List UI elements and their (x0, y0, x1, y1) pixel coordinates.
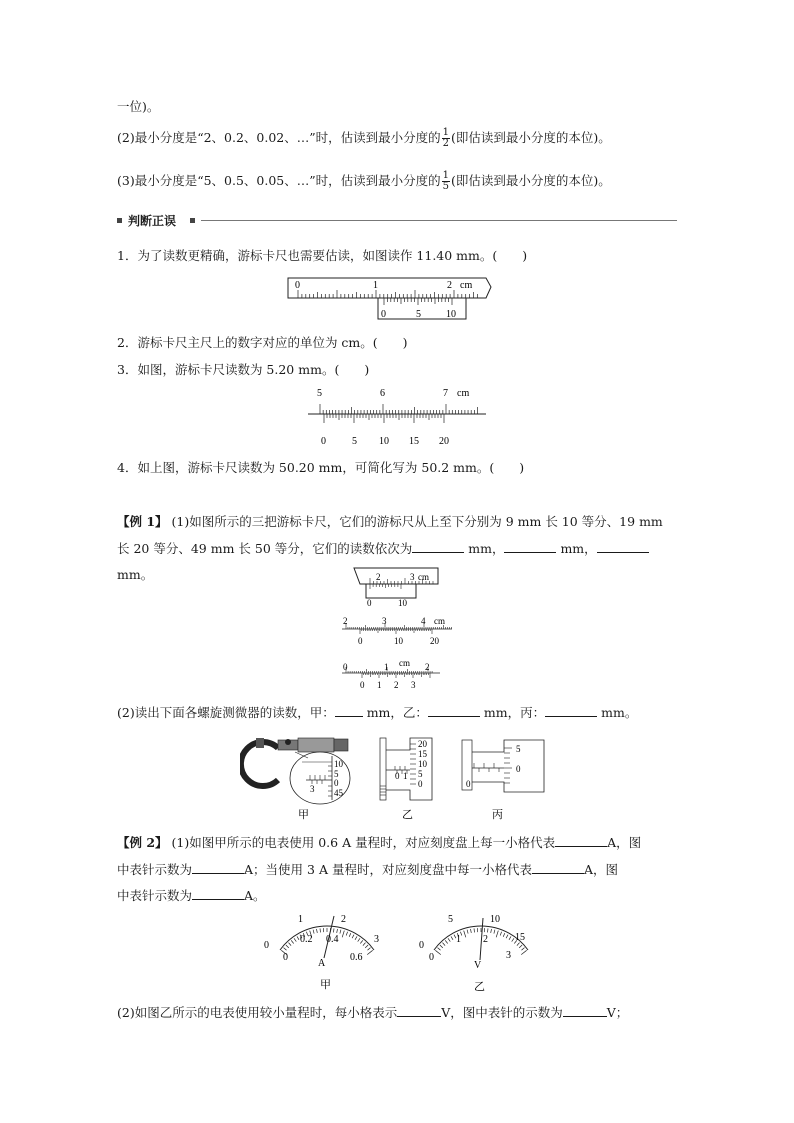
text-segment: (1)如图甲所示的电表使用 0.6 A 量程时，对应刻度盘上每一小格代表 (171, 835, 556, 850)
tick-label: 2 (394, 680, 399, 690)
vernier-caliper-figure-1 (286, 276, 496, 324)
scale-tick (496, 931, 498, 938)
section-header (117, 212, 677, 230)
answer-blank[interactable] (555, 835, 607, 847)
dial-label: 0.4 (326, 934, 339, 945)
tick-label: cm (457, 388, 470, 399)
section-divider (201, 220, 677, 221)
example-2-part-2 (117, 1003, 628, 1021)
scale-label: 10 (334, 759, 343, 769)
scale-tick (340, 930, 341, 934)
ammeter-dial (264, 914, 379, 969)
figure-label: 乙 (402, 809, 413, 821)
scale-tick (494, 930, 495, 934)
scale-tick (517, 943, 520, 946)
scale-label: 0 (418, 779, 423, 789)
text-segment: (3)最小分度是“5、0.5、0.05、…”时，估读到最小分度的 (117, 173, 441, 188)
tick-label: 1 (373, 280, 378, 291)
example-1-line-2 (117, 539, 649, 557)
answer-blank[interactable] (428, 705, 480, 717)
unit-text: mm， (468, 541, 505, 556)
tick-label: 1 (384, 662, 389, 672)
answer-blank[interactable] (192, 888, 244, 900)
tick-label: 20 (430, 636, 439, 646)
text-segment: mm，乙： (366, 705, 428, 720)
scale-label: 5 (334, 769, 339, 779)
scale-tick (363, 943, 366, 946)
text-line-2 (117, 128, 611, 149)
text-segment: mm，丙： (483, 705, 546, 720)
dial-label: 3 (374, 934, 379, 945)
tick-label: 3 (410, 572, 415, 582)
dial-label: 0 (264, 940, 269, 951)
example-2-label: 【例 2】 (117, 835, 168, 850)
scale-tick (474, 928, 475, 932)
scale-tick (451, 936, 453, 939)
three-calipers-figure (340, 566, 455, 696)
text-segment: mm。 (601, 705, 638, 720)
tick-label: 4 (421, 616, 426, 626)
scale-tick (342, 931, 344, 938)
tick-label: 0 (295, 280, 300, 291)
unit-text: mm， (560, 541, 597, 556)
tick-label: cm (399, 658, 410, 668)
dial-label: 10 (490, 914, 500, 925)
example-2-line-2 (117, 860, 618, 878)
tick-label: 10 (398, 598, 407, 608)
text-segment: (1)如图所示的三把游标卡尺，它们的游标尺从上至下分别为 9 mm 长 10 等分、19 mm (171, 514, 663, 529)
tick-label: 2 (376, 572, 381, 582)
scale-tick (367, 950, 373, 954)
scale-tick (471, 929, 472, 933)
answer-blank[interactable] (532, 862, 584, 874)
example-2-line-1 (117, 833, 641, 851)
scale-label: 45 (334, 788, 343, 798)
example-2-line-3 (117, 886, 266, 904)
dial-label: 2 (341, 914, 346, 925)
tick-label: cm (434, 616, 445, 626)
example-1-line-3: mm。 (117, 567, 154, 582)
text-segment: (2)最小分度是“2、0.2、0.02、…”时，估读到最小分度的 (117, 130, 441, 145)
fraction-fifth (442, 171, 450, 192)
scale-tick (289, 943, 292, 946)
tick-label: 6 (380, 388, 385, 399)
answer-blank[interactable] (563, 1005, 607, 1017)
tick-label: 10 (394, 636, 403, 646)
dial-label: 2 (483, 934, 488, 945)
dial-label: 0 (283, 952, 288, 963)
figure-label: 乙 (474, 981, 485, 993)
text-segment: A；当使用 3 A 量程时，对应刻度盘中每一小格代表 (244, 862, 532, 877)
fraction-half (442, 128, 450, 149)
micrometer-c (462, 740, 544, 792)
example-1-label: 【例 1】 (117, 514, 168, 529)
text-segment: (2)读出下面各螺旋测微器的读数，甲： (117, 705, 335, 720)
scale-label: 0 (395, 771, 400, 781)
question-1: 1．为了读数更精确，游标卡尺也需要估读，如图读作 11.40 mm。( ) (117, 248, 528, 263)
voltmeter-dial (419, 914, 528, 971)
scale-label: 10 (418, 759, 427, 769)
scale-tick (291, 940, 294, 943)
text-line-1: 一位)。 (117, 99, 160, 114)
scale-tick (509, 936, 511, 939)
scale-label: 15 (418, 749, 427, 759)
scale-tick (464, 931, 466, 938)
figure-label: 甲 (320, 979, 331, 991)
dial-label: 0.6 (350, 952, 363, 963)
tick-label: 10 (379, 436, 389, 447)
tick-label: 15 (409, 436, 419, 447)
scale-tick (443, 943, 446, 946)
meters-figure (262, 908, 542, 994)
scale-tick (313, 930, 314, 934)
scale-tick (284, 948, 287, 951)
fraction-numerator: 1 (442, 127, 450, 138)
scale-tick (346, 932, 347, 936)
scale-tick (467, 930, 468, 934)
scale-tick (286, 945, 289, 948)
example-1-line-1 (117, 512, 663, 530)
section-title: 判断正误 (128, 214, 177, 228)
fraction-denominator: 5 (442, 181, 450, 192)
text-segment: A。 (244, 888, 266, 903)
fraction-denominator: 2 (442, 138, 450, 149)
tick-label: 2 (447, 280, 452, 291)
dial-label: 3 (506, 950, 511, 961)
tick-label: cm (418, 572, 429, 582)
scale-tick (440, 945, 443, 948)
answer-blank[interactable] (335, 705, 363, 717)
micrometer-figures (240, 730, 560, 822)
scale-tick (349, 933, 351, 937)
tick-label: 7 (443, 388, 448, 399)
tick-label: 0 (321, 436, 326, 447)
scale-label: 20 (418, 739, 427, 749)
dial-label: 0 (419, 940, 424, 951)
scale-tick (352, 935, 354, 939)
scale-tick (488, 928, 489, 932)
dial-label: 0.2 (300, 934, 313, 945)
square-bullet-icon (117, 218, 122, 223)
tick-label: 3 (382, 616, 387, 626)
question-3: 3．如图，游标卡尺读数为 5.20 mm。( ) (117, 362, 370, 377)
scale-label: 0 (466, 779, 471, 789)
tick-label: 5 (416, 309, 421, 320)
text-segment: 中表针示数为 (117, 888, 193, 903)
scale-label: 1 (403, 771, 408, 781)
text-segment: 中表针示数为 (117, 862, 193, 877)
scale-tick (448, 938, 450, 941)
tick-label: 20 (439, 436, 449, 447)
micrometer-b (380, 738, 432, 800)
unit-label: A (318, 958, 326, 969)
text-segment: 长 20 等分、49 mm 长 50 等分，它们的读数依次为 (117, 541, 413, 556)
answer-blank[interactable] (545, 705, 597, 717)
scale-tick (334, 928, 335, 932)
scale-tick (365, 945, 368, 948)
tick-label: 5 (352, 436, 357, 447)
vernier-caliper-figure-2 (308, 384, 488, 450)
tick-label: 10 (446, 309, 456, 320)
scale-tick (294, 938, 296, 941)
tick-label: 0 (381, 309, 386, 320)
text-segment: (即估读到最小分度的本位)。 (451, 130, 611, 145)
question-4: 4．如上图，游标卡尺读数为 50.20 mm，可简化写为 50.2 mm。( ) (117, 460, 525, 475)
tick-label: 3 (411, 680, 416, 690)
scale-tick (512, 938, 514, 941)
scale-label: 0 (516, 764, 521, 774)
scale-label: 5 (516, 744, 521, 754)
scale-tick (521, 950, 527, 954)
scale-tick (317, 929, 318, 933)
dial-label: 5 (448, 914, 453, 925)
answer-blank[interactable] (504, 541, 556, 553)
scale-tick (491, 929, 492, 933)
scale-tick (519, 945, 522, 948)
figure-label: 丙 (492, 809, 503, 821)
dial-label: 0 (429, 952, 434, 963)
text-segment: V； (606, 1005, 629, 1020)
figure-label: 甲 (298, 809, 309, 821)
question-2: 2．游标卡尺主尺上的数字对应的单位为 cm。( ) (117, 335, 408, 350)
text-line-3 (117, 171, 611, 192)
dial-label: 15 (515, 932, 525, 943)
scale-tick (368, 948, 371, 951)
tick-label: 0 (343, 662, 348, 672)
dial-label: 1 (298, 914, 303, 925)
scale-tick (438, 948, 441, 951)
text-segment: (即估读到最小分度的本位)。 (451, 173, 611, 188)
scale-tick (358, 938, 360, 941)
answer-blank[interactable] (397, 1005, 441, 1017)
scale-tick (506, 935, 508, 939)
text-segment: A，图 (607, 835, 642, 850)
tick-label: 0 (360, 680, 365, 690)
square-bullet-icon (190, 218, 195, 223)
answer-blank[interactable] (192, 862, 244, 874)
micrometer-a (241, 738, 350, 804)
tick-label: cm (460, 280, 473, 291)
scale-tick (500, 932, 501, 936)
example-1-part-2 (117, 703, 637, 721)
tick-label: 0 (358, 636, 363, 646)
scale-tick (320, 928, 321, 932)
scale-tick (360, 940, 363, 943)
scale-tick (522, 948, 525, 951)
tick-label: 0 (367, 598, 372, 608)
answer-blank[interactable] (597, 541, 649, 553)
scale-tick (435, 950, 441, 954)
scale-label: 5 (418, 769, 423, 779)
text-segment: V，图中表针的示数为 (441, 1005, 563, 1020)
tick-label: 5 (317, 388, 322, 399)
text-segment: (2)如图乙所示的电表使用较小量程时，每小格表示 (117, 1005, 398, 1020)
tick-label: 2 (343, 616, 348, 626)
text-segment: A，图 (583, 862, 618, 877)
scale-tick (355, 936, 357, 939)
dial-label: 1 (456, 934, 461, 945)
tick-label: 1 (377, 680, 382, 690)
scale-tick (445, 940, 448, 943)
tick-label: 2 (425, 662, 430, 672)
scale-label: 3 (310, 784, 315, 794)
scale-tick (503, 933, 505, 937)
scale-tick (297, 936, 299, 939)
scale-label: 0 (334, 778, 339, 788)
unit-label: V (474, 960, 482, 971)
scale-tick (337, 929, 338, 933)
answer-blank[interactable] (412, 541, 464, 553)
fraction-numerator: 1 (442, 170, 450, 181)
